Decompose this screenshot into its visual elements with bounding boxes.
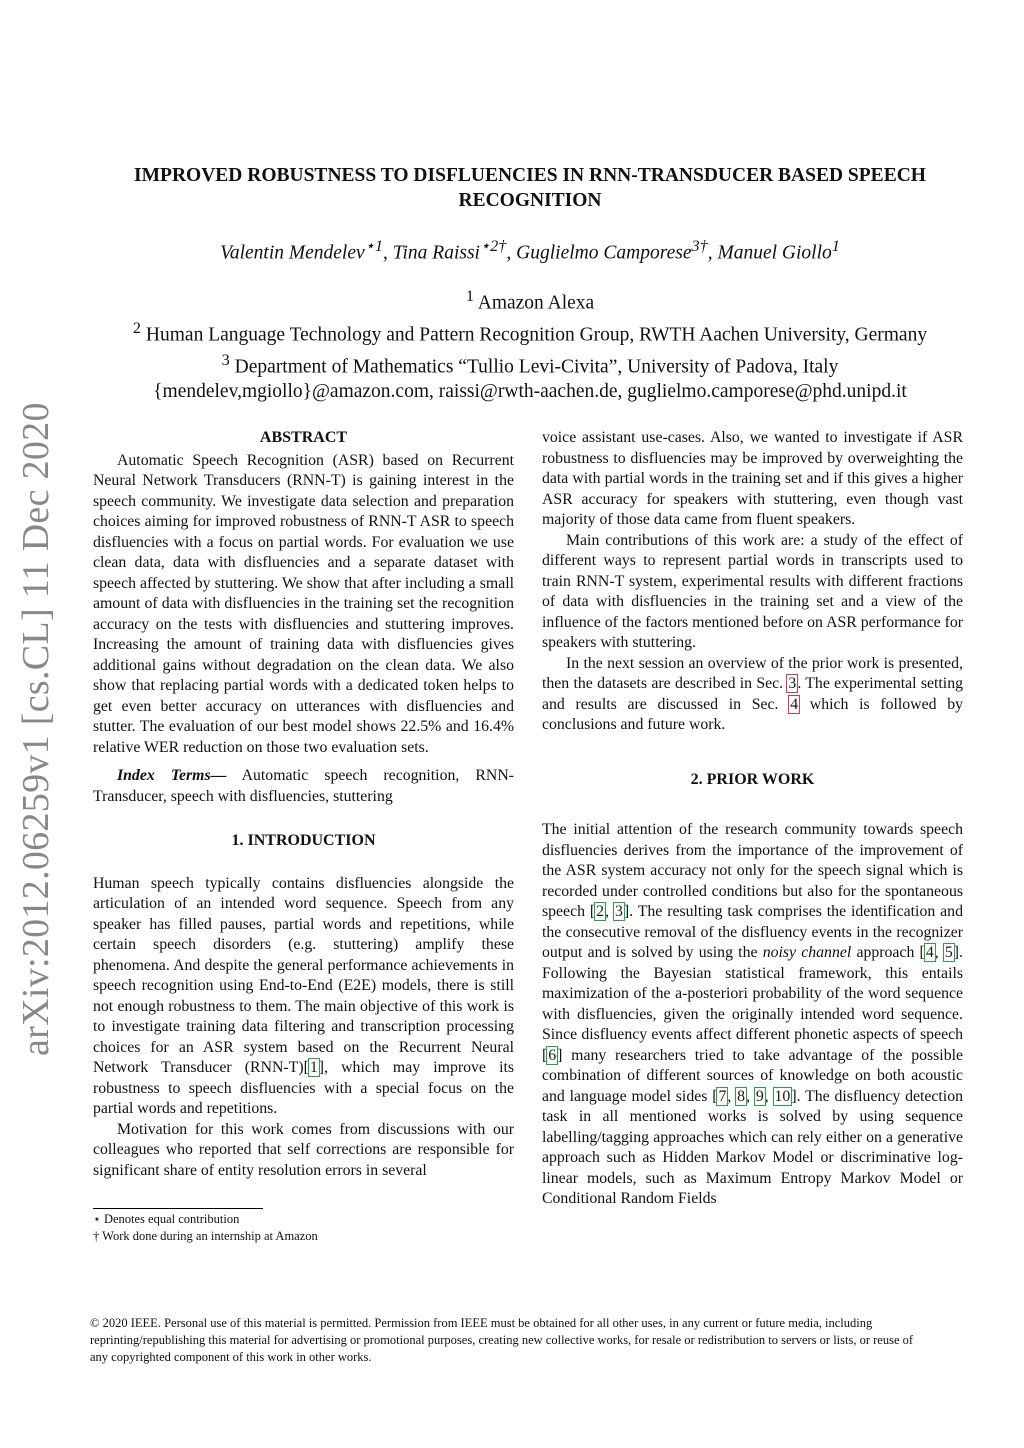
intro-p1-text-end: , which may improve its robustness to speech disfluencies with a special focus on the partial words and repetitions. bbox=[93, 1059, 514, 1117]
abstract-text: Automatic Speech Recognition (ASR) based on Recurrent Neural Network Transducers (RNN-T) is gaining interest in the speech community. We investigate data selection and preparation choices aiming for improved robustness of RNN-T ASR to speech disfluencies with a focus on partial words. For evaluation we use clean data, data with disfluencies and a separate dataset with speech affected by stuttering. We show that after including a small amount of data with disfluencies in the training set the recognition accuracy on the tests with disfluencies and stuttering improves. Increasing the amount of training data with disfluencies gives additional gains without degradation on the clean data. We also show that replacing partial words with a dedicated token helps to get even better accuracy on utterances with disfluencies and stutter. The evaluation of our best model shows 22.5% and 16.4% relative WER reduction on those two evaluation sets. bbox=[93, 451, 514, 756]
intro-paragraph-2-cont: voice assistant use-cases. Also, we wanted to investigate if ASR robustness to disfluencies may be improved by overweighting the data with partial words in the training set and if this gives a higher ASR accuracy for speakers with stuttering, even though vast majority of those data came from fluent speakers. bbox=[542, 429, 963, 528]
prior-text: ]. The resulting task comprises the identification and the consecutive removal of the disfluency events in the recognizer output and is solved by using the bbox=[542, 903, 963, 961]
index-terms-text: Automatic speech recognition, RNN-Transducer, speech with disfluencies, stuttering bbox=[93, 767, 514, 805]
citation-link[interactable]: 1 bbox=[309, 1059, 318, 1076]
intro-p4-text: In the next session an overview of the prior work is presented, then the datasets are described in Sec. bbox=[542, 654, 963, 692]
footnote-equal-contribution: ⋆ Denotes equal contribution bbox=[93, 1212, 240, 1226]
author-name: Valentin Mendelev bbox=[220, 242, 365, 264]
title-line-2: RECOGNITION bbox=[458, 190, 602, 211]
author-name: Guglielmo Camporese bbox=[516, 242, 692, 264]
citation-separator: , bbox=[605, 903, 614, 920]
author-name: Manuel Giollo bbox=[717, 242, 832, 264]
citation-separator: , bbox=[746, 1087, 755, 1105]
index-terms-label: Index Terms— bbox=[117, 767, 227, 784]
index-terms bbox=[93, 766, 514, 807]
citation-link[interactable]: 5 bbox=[944, 944, 953, 961]
prior-text-italic: noisy channel bbox=[762, 944, 852, 961]
affiliation-sup: 3 bbox=[221, 351, 230, 369]
affiliation-text: Amazon Alexa bbox=[477, 292, 595, 314]
citation-link[interactable]: 10 bbox=[774, 1087, 791, 1105]
author-sup: ⋆1 bbox=[364, 237, 383, 255]
affiliation-2 bbox=[60, 316, 1000, 348]
citation-link[interactable]: 4 bbox=[925, 944, 934, 961]
affiliation-1 bbox=[60, 284, 1000, 316]
abstract-heading: ABSTRACT bbox=[259, 429, 348, 446]
citation-link[interactable]: 9 bbox=[755, 1087, 764, 1105]
intro-paragraph-2: Motivation for this work comes from discussions with our colleagues who reported that self corrections are responsible for significant share of entity resolution errors in several bbox=[93, 1120, 514, 1179]
intro-paragraph-3: Main contributions of this work are: a study of the effect of different ways to represent partial words in transcripts used to train RNN-T system, experimental results with different fractions of data with disfluencies in the training set and a view of the influence of the factors mentioned before on ASR performance for speakers with stuttering. bbox=[542, 531, 963, 651]
prior-work-paragraph bbox=[542, 820, 963, 1210]
intro-p4-text: which is followed by conclusions and future work. bbox=[542, 695, 964, 733]
citation-link[interactable]: 3 bbox=[614, 903, 623, 920]
citation-separator: , bbox=[727, 1087, 737, 1105]
affiliation-sup: 1 bbox=[465, 287, 474, 305]
affiliation-text: Department of Mathematics “Tullio Levi-Civita”, University of Padova, Italy bbox=[234, 356, 839, 378]
citation-link[interactable]: 2 bbox=[596, 903, 605, 920]
paper-title bbox=[90, 163, 970, 213]
author-list: Valentin Mendelev$^{⋆1}$, Tina Raissi$^{⋆2\dagger}$, Guglielmo Camporese$^{3\dagger}$, Manuel Giollo$^1$ bbox=[220, 237, 840, 264]
citation-link[interactable]: 7 bbox=[718, 1087, 727, 1105]
title-line-1: IMPROVED ROBUSTNESS TO DISFLUENCIES IN RNN-TRANSDUCER BASED SPEECH bbox=[134, 165, 926, 186]
author-sup: 1 bbox=[831, 237, 840, 255]
prior-text: ]. The disfluency detection task in all mentioned works is solved by using sequence labelling/tagging approaches which can rely either on a generative approach such as Hidden Markov Model or discriminative log-linear models, such as Maximum Entropy Markov Model or Conditional Random Fields bbox=[542, 1087, 963, 1207]
copyright-notice: © 2020 IEEE. Personal use of this material is permitted. Permission from IEEE must be obtained for all other uses, in any current or future media, including reprinting/republishing this material for advertising or promotional purposes, creating new collective works, for resale or redistribution to servers or lists, or reuse of any copyrighted component of this work in other works. bbox=[90, 1316, 914, 1364]
prior-text: approach [ bbox=[851, 944, 925, 961]
affiliations bbox=[60, 284, 1000, 405]
intro-paragraph-1: Human speech typically contains disfluencies alongside the articulation of an intended word sequence. Speech from any speaker has filled pauses, partial words and repetitions, while certain speech disorders (e.g. stuttering) amplify these phenomena. And despite the general performance achievements in speech recognition using End-to-End (E2E) models, there is still not enough robustness to them. The main objective of this work is to investigate training data filtering and transcription processing choices for an ASR system based on the Recurrent Neural Network Transducer (RNN-T)[1], which may improve its robustness to speech disfluencies with a special focus on the partial words and repetitions. bbox=[93, 874, 514, 1117]
prior-text: ] many researchers tried to take advantage of the possible combination of different sources of knowledge on both acoustic and language model sides [ bbox=[542, 1046, 963, 1105]
affiliation-sup: 2 bbox=[132, 319, 142, 337]
section-link[interactable]: 4 bbox=[790, 695, 799, 713]
citation-separator: , bbox=[764, 1087, 774, 1105]
prior-work-heading: 2. PRIOR WORK bbox=[690, 770, 815, 788]
intro-heading: 1. INTRODUCTION bbox=[231, 832, 376, 849]
left-column bbox=[93, 428, 514, 1181]
intro-p1-text: Human speech typically contains disfluencies alongside the articulation of an intended word sequence. Speech from any speaker has filled pauses, partial words and repetitions, while certain speech disorders (e.g. stuttering) amplify these phenomena. And despite the general performance achievements in speech recognition using End-to-End (E2E) models, there is still not enough robustness to them. The main objective of this work is to investigate training data filtering and transcription processing choices for an ASR system based on the Recurrent Neural Network Transducer (RNN-T) bbox=[93, 874, 514, 1076]
arxiv-stamp[interactable]: arXiv:2012.06259v1 [cs.CL] 11 Dec 2020 bbox=[15, 402, 57, 1056]
right-column bbox=[542, 428, 963, 1210]
author-name: Tina Raissi bbox=[392, 242, 480, 264]
prior-text: The initial attention of the research community towards speech disfluencies derives from the importance of the improvement of the ASR system accuracy not only for the speech signal which is recorded under controlled conditions but also for the spontaneous speech [ bbox=[542, 821, 963, 920]
section-link[interactable]: 3 bbox=[788, 675, 797, 692]
footnote-internship: † Work done during an internship at Amazon bbox=[93, 1229, 318, 1243]
citation-link[interactable]: 8 bbox=[737, 1087, 746, 1105]
prior-text: ]. Following the Bayesian statistical framework, this entails maximization of the a-posteriori probability of the word sequence with disfluencies, given the originally intended word sequence. Since disfluency events affect different phonetic aspects of speech [ bbox=[542, 944, 963, 1064]
author-sup: ⋆2† bbox=[479, 237, 507, 255]
intro-p4-text: . The experimental setting and results are discussed in Sec. bbox=[542, 675, 963, 713]
footnote-rule bbox=[93, 1208, 263, 1209]
affiliation-text: Human Language Technology and Pattern Recognition Group, RWTH Aachen University, Germany bbox=[145, 324, 928, 346]
author-sup: 3† bbox=[691, 237, 708, 255]
affiliation-3 bbox=[60, 348, 1000, 380]
intro-paragraph-4 bbox=[542, 654, 963, 736]
author-emails[interactable]: {mendelev,mgiollo}@amazon.com, raissi@rwth-aachen.de, guglielmo.camporese@phd.unipd.it bbox=[153, 381, 907, 402]
citation-link[interactable]: 6 bbox=[548, 1046, 557, 1064]
citation-separator: , bbox=[934, 944, 944, 961]
